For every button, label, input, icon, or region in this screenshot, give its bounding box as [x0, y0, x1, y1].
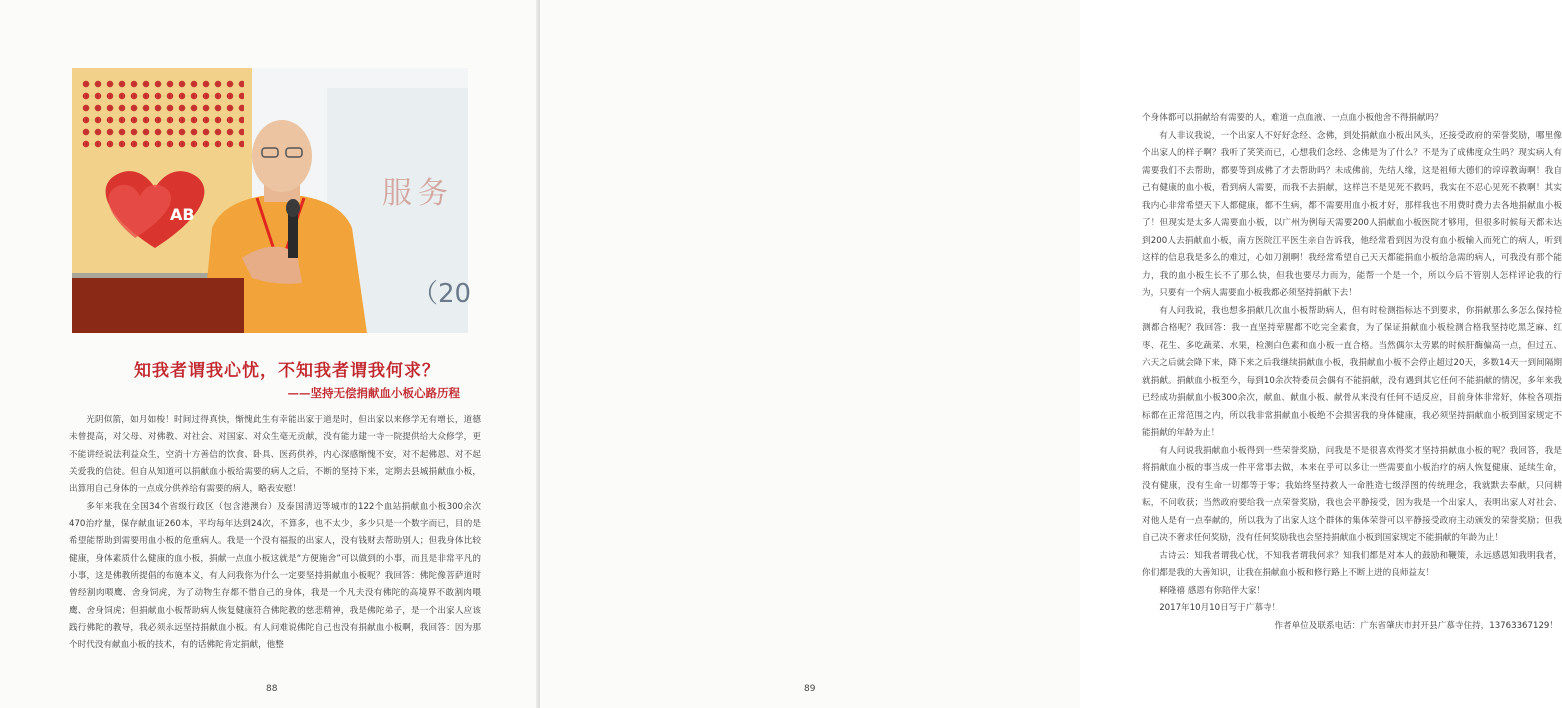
- page-number-right: 89: [804, 684, 816, 694]
- speaker-photo: [72, 68, 472, 333]
- right-paragraph: 古诗云：知我者谓我心忧，不知我者谓我何求？知我们都是对本人的鼓励和鞭策，永远感恩知我明我者，你们都是我的大善知识，让我在捐献血小板和修行路上不断上进的良师益友！: [1142, 550, 1562, 578]
- article-subtitle: ——坚持无偿捐献血小板心路历程: [287, 386, 460, 400]
- right-paragraph: 有人非议我说，一个出家人不好好念经、念佛，到处捐献血小板出风头，还接受政府的荣誉奖励，哪里像个出家人的样子啊？我听了笑笑而已，心想我们念经、念佛是为了什么？不是为了成佛度众生吗？现实病人有需要我们不去帮助，都要等到成佛了才去帮助吗？未成佛前，先结人缘，这是祖师大德们的谆谆教诲啊！我自己有健康的血小板，看到病人需要，而我不去捐献，这样岂不是见死不救吗，我实在不忍心见死不救啊！其实我内心非常希望天下人都健康，都不生病，都不需要用血小板才好，那样我也不用费时费力去各地捐献血小板了！但现实是太多人需要血小板，以广州为例每天需要200人捐献血小板医院才够用，但很多时候每天都未达到200人去捐献血小板，南方医院江平医生亲自告诉我，他经常看到因为没有血小板输入而死亡的病人，听到这样的信息我是多么的难过，心如刀割啊！我经常希望自己天天都能捐血小板给急需的病人，可我没有那个能力，我的血小板生长不了那么快，但我也要尽力而为，能帮一个是一个，所以今后不管别人怎样评论我的行为，只要有一个病人需要血小板我都必须坚持捐献下去！: [1142, 130, 1562, 298]
- podium: [72, 278, 244, 333]
- page-number-left: 88: [266, 684, 278, 694]
- date-line: 2017年10月10日写于广慕寺！: [1159, 603, 1281, 613]
- right-page: [540, 0, 1562, 708]
- signature-line: 释隆禧 感恩有你陪伴大家！: [1159, 585, 1266, 596]
- author-contact: 作者单位及联系电话：广东省肇庆市封开县广慕寺住持，13763367129！: [1274, 620, 1558, 631]
- left-paragraph: 多年来我在全国34个省级行政区（包含港澳台）及泰国清迈等城市的122个血站捐献血小板300余次470治疗量，保存献血证260本，平均每年达到24次，不算多，也不太少，多少只是一个数字而已，目的是希望能帮助到需要用血小板的危重病人。我是一个没有福报的出家人，没有钱财去帮助别人；但我身体比较健康，身体素质什么健康的血小板，捐献一点血小板这就是“方便施舍”可以做到的小事，而且是非常平凡的小事，这是佛教所提倡的布施本义，有人问我你为什么一定要坚持捐献血小板呢？我回答：佛陀像菩萨道时曾经割肉喂鹰、舍身饲虎，为了动物生存都不惜自己的身体，我是一个凡夫没有佛陀的高境界不敢割肉喂鹰、舍身饲虎；但捐献血小板帮助病人恢复健康符合佛陀教的慈悲精神，我是佛陀弟子，是一个出家人应该践行佛陀的教导，我必须永远坚持捐献血小板。有人问难说佛陀自己也没有捐献血小板啊，我回答：因为那个时代没有献血小板的技术，有的话佛陀肯定捐献，他整: [69, 501, 481, 651]
- left-body-text: [69, 412, 481, 655]
- right-paragraph: 有人问说我捐献血小板得到一些荣誉奖励，问我是不是很喜欢得奖才坚持捐献血小板的呢？我回答，我是将捐献血小板的事当成一件平常事去做，本来在乎可以多让一些需要血小板治疗的病人恢复健康、延续生命，没有健康，没有生命一切都等于零；我始终坚持救人一命胜造七级浮图的传统理念，我就默去奉献，只问耕耘，不问收获；当然政府要给我一点荣誉奖励，我也会平静接受，因为我是一个出家人，表明出家人对社会、对他人是有一点奉献的，所以我为了出家人这个群体的集体荣誉可以平静接受政府主动颁发的荣誉奖励；但我自己决不奢求任何奖励，没有任何奖励我也会坚持捐献血小板到国家规定不能捐献的年龄为止！: [1142, 445, 1562, 543]
- right-paragraph: 个身体都可以捐献给有需要的人，难道一点血液、一点血小板他舍不得捐献吗？: [1142, 113, 1443, 123]
- blood-type-label: AB: [170, 205, 195, 224]
- left-page: [0, 0, 540, 708]
- banner-text: 服务: [382, 176, 454, 211]
- left-paragraph: 光阴似箭，如月如梭！时间过得真快，惭愧此生有幸能出家于道是时，但出家以来修学无有增长，道德未曾提高，对父母、对佛教、对社会、对国家、对众生毫无贡献，没有能力建一寺一院提供给大众修学，更不能讲经说法利益众生，空消十方善信的饮食、卧具、医药供养，内心深感惭愧不安，对不起佛恩、对不起关爱我的信徒。但自从知道可以捐献血小板给需要的病人之后，不断的坚持下来，定期去县城捐献血小板，出算用自己身体的一点成分供养给有需要的病人，略表安慰！: [69, 415, 481, 495]
- right-paragraph: 有人问我说，我也想多捐献几次血小板帮助病人，但有时检测指标达不到要求，你捐献那么多怎么保持检测都合格呢？我回答：我一直坚持荤腥都不吃完全素食，为了保证捐献血小板检测合格我坚持吃黑芝麻、红枣、花生、多吃蔬菜、水果，检测白色素和血小板一直合格。当然偶尔太劳累的时候肝酶偏高一点，但过五、六天之后就会降下来，降下来之后我继续捐献血小板，我捐献血小板不会停止超过20天，多数14天一到间隔期就捐献。捐献血小板至今，每到10余次特委员会偶有不能捐献，没有遇到其它任何不能捐献的情况，多年来我已经成功捐献血小板300余次，献血、献血小板、献骨从来没有任何不适反应，目前身体非常好，体检各项指标都在正常范围之内，所以我非常捐献血小板绝不会损害我的身体健康，我必须坚持捐献血小板到国家规定不能捐献的年龄为止！: [1142, 305, 1562, 438]
- right-body-text: [1142, 110, 1562, 635]
- article-title: 知我者谓我心忧，不知我者谓我何求？: [134, 361, 440, 381]
- banner-number: （20: [412, 279, 472, 309]
